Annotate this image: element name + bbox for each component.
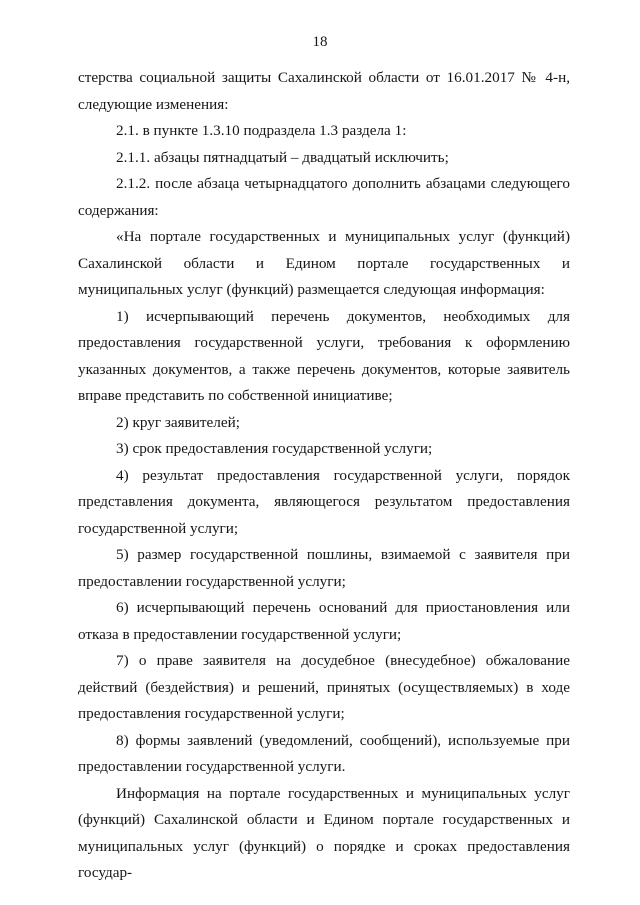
list-item-4: 4) результат предоставления государственной услуги, порядок представления документа, являющегося результатом предоставления государственной услуги; [78, 466, 570, 537]
list-item-7: 7) о праве заявителя на досудебное (внесудебное) обжалование действий (бездействия) и решений, принятых (осуществляемых) в ходе предоставления государственной услуги; [78, 652, 570, 722]
list-item-1: 1) исчерпывающий перечень документов, необходимых для предоставления государственной услуги, требования к оформлению указанных документов, а также перечень документов, которые заявитель вправе представить по собственной инициативе; [78, 307, 570, 404]
list-item-5: 5) размер государственной пошлины, взимаемой с заявителя при предоставлении государственной услуги; [78, 546, 570, 590]
paragraph-information: Информация на портале государственных и муниципальных услуг (функций) Сахалинской области и Едином портале государственных и муниципальных услуг (функций) о порядке и сроках предоставления государ- [78, 784, 570, 881]
paragraph-item-2-1-2: 2.1.2. после абзаца четырнадцатого дополнить абзацами следующего содержания: [78, 175, 570, 219]
list-item-3: 3) срок предоставления государственной услуги; [116, 440, 433, 457]
page-number: 18 [312, 34, 328, 50]
list-item-2: 2) круг заявителей; [116, 413, 240, 431]
list-item-8: 8) формы заявлений (уведомлений, сообщений), используемые при предоставлении государственной услуги. [78, 731, 570, 775]
list-item-6: 6) исчерпывающий перечень оснований для приостановления или отказа в предоставлении государственной услуги; [78, 599, 570, 643]
paragraph-continuation: стерства социальной защиты Сахалинской области от 16.01.2017 № 4-н, следующие изменения: [78, 69, 570, 113]
document-body [78, 65, 570, 887]
paragraph-item-2-1-1: 2.1.1. абзацы пятнадцатый – двадцатый исключить; [116, 148, 449, 166]
paragraph-item-2-1: 2.1. в пункте 1.3.10 подраздела 1.3 раздела 1: [116, 122, 407, 139]
paragraph-quote-intro: «На портале государственных и муниципальных услуг (функций) Сахалинской области и Едином портале государственных и муниципальных услуг (функций) размещается следующая информация: [78, 228, 570, 298]
